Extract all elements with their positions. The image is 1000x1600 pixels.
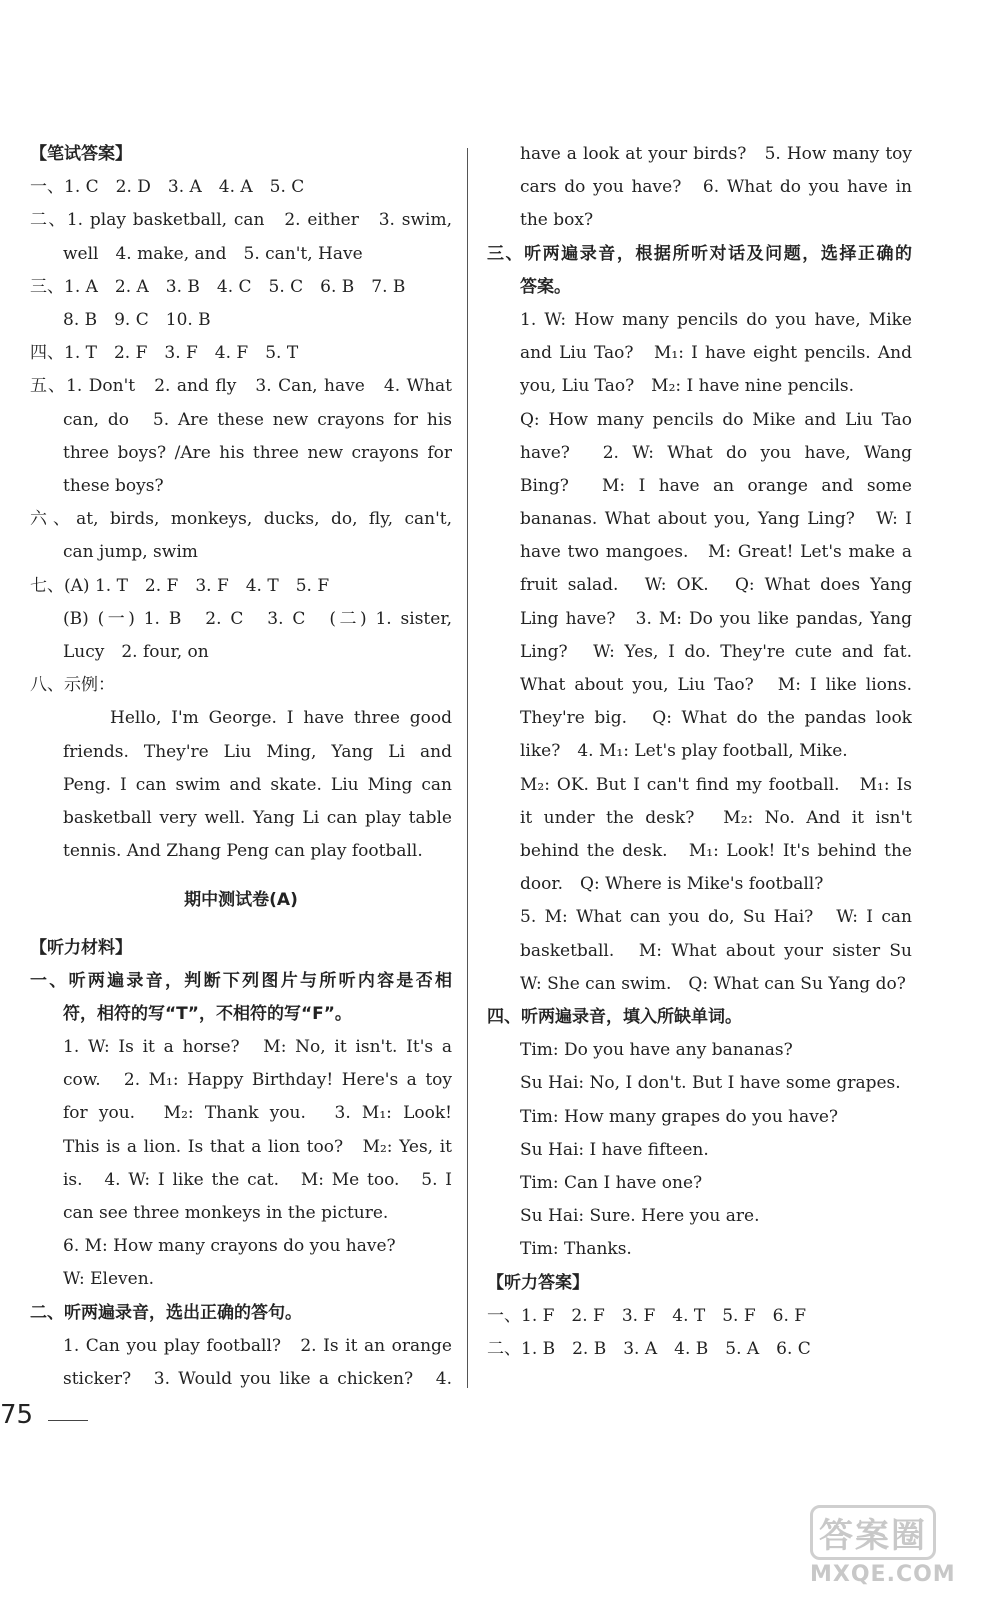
right-line: you, Liu Tao? M₂: I have nine pencils.	[520, 376, 855, 397]
left-line: 一、听两遍录音，判断下列图片与所听内容是否相	[30, 970, 452, 991]
left-line: Peng. I can swim and skate. Liu Ming can	[63, 774, 452, 795]
left-line: well 4. make, and 5. can't, Have	[63, 243, 363, 264]
right-line: 【听力答案】	[487, 1272, 589, 1293]
right-line: Su Hai: No, I don't. But I have some grapes.	[520, 1073, 901, 1094]
right-line: Tim: Do you have any bananas?	[520, 1040, 793, 1061]
right-line: Tim: Thanks.	[520, 1239, 632, 1260]
right-line: fruit salad. W: OK. Q: What does Yang	[520, 575, 912, 596]
left-line: 1. Can you play football? 2. Is it an orange	[63, 1335, 452, 1356]
left-line: Lucy 2. four, on	[63, 641, 209, 662]
left-line: cow. 2. M₁: Happy Birthday! Here's a toy	[63, 1070, 452, 1091]
right-line: Tim: Can I have one?	[520, 1172, 703, 1193]
right-line: like? 4. M₁: Let's play football, Mike.	[520, 741, 848, 762]
left-line: is. 4. W: I like the cat. M: Me too. 5. I	[63, 1169, 452, 1190]
left-line: tennis. And Zhang Peng can play football.	[63, 841, 423, 862]
left-line: friends. They're Liu Ming, Yang Li and	[63, 741, 452, 762]
left-line: 符，相符的写“T”，不相符的写“F”。	[63, 1003, 352, 1024]
watermark	[810, 1505, 980, 1587]
right-line: 四、听两遍录音，填入所缺单词。	[487, 1006, 742, 1027]
left-line: 二、1. play basketball, can 2. either 3. swim,	[30, 210, 452, 231]
column-divider	[467, 148, 468, 1388]
right-line: have two mangoes. M: Great! Let's make a	[520, 542, 912, 563]
left-line: 五、1. Don't 2. and fly 3. Can, have 4. What	[30, 376, 452, 397]
right-line: 5. M: What can you do, Su Hai? W: I can	[520, 907, 912, 928]
left-line: 七、(A) 1. T 2. F 3. F 4. T 5. F	[30, 575, 330, 596]
right-line: 1. W: How many pencils do you have, Mike	[520, 309, 912, 330]
page-number: 75	[0, 1400, 34, 1430]
right-line: Su Hai: I have fifteen.	[520, 1139, 709, 1160]
left-line: three boys? /Are his three new crayons for	[63, 442, 452, 463]
right-line: 二、1. B 2. B 3. A 4. B 5. A 6. C	[487, 1339, 811, 1359]
right-line: the box?	[520, 210, 594, 231]
left-line: 8. B 9. C 10. B	[63, 310, 211, 330]
watermark-logo: 答案圈	[810, 1505, 936, 1560]
left-line: 二、听两遍录音，选出正确的答句。	[30, 1302, 302, 1323]
right-line: Tim: How many grapes do you have?	[520, 1106, 839, 1127]
right-line: Ling? W: Yes, I do. They're cute and fat.	[520, 641, 912, 662]
left-line: (B) (一) 1. B 2. C 3. C (二) 1. sister,	[63, 608, 452, 629]
left-line: sticker? 3. Would you like a chicken? 4.	[63, 1369, 452, 1390]
right-line: have? 2. W: What do you have, Wang	[520, 442, 912, 463]
right-line: M₂: OK. But I can't find my football. M₁: Is	[520, 774, 912, 795]
page-number-rule	[48, 1420, 88, 1421]
right-line: cars do you have? 6. What do you have in	[520, 177, 912, 198]
right-line: basketball. M: What about your sister Su	[520, 940, 912, 961]
left-line: can, do 5. Are these new crayons for his	[63, 409, 452, 430]
left-line: 1. W: Is it a horse? M: No, it isn't. It's a	[63, 1037, 452, 1058]
left-line: W: Eleven.	[63, 1269, 155, 1290]
right-line: behind the desk. M₁: Look! It's behind the	[520, 841, 912, 861]
left-line: This is a lion. Is that a lion too? M₂: Yes, it	[63, 1136, 452, 1157]
right-line: W: She can swim. Q: What can Su Yang do?	[520, 973, 906, 994]
right-line: Q: How many pencils do Mike and Liu Tao	[520, 409, 912, 430]
right-line: They're big. Q: What do the pandas look	[520, 708, 912, 729]
right-line: have a look at your birds? 5. How many toy	[520, 144, 912, 164]
right-line: Bing? M: I have an orange and some	[520, 475, 912, 496]
right-line: Ling have? 3. M: Do you like pandas, Yang	[520, 608, 912, 629]
right-line: it under the desk? M₂: No. And it isn't	[520, 807, 912, 828]
right-line: Su Hai: Sure. Here you are.	[520, 1206, 760, 1227]
left-line: can see three monkeys in the picture.	[63, 1203, 389, 1224]
left-line: Hello, I'm George. I have three good	[110, 708, 452, 729]
left-line: 6. M: How many crayons do you have?	[63, 1236, 396, 1257]
left-line: basketball very well. Yang Li can play table	[63, 807, 452, 828]
left-line: 期中测试卷(A)	[184, 890, 298, 911]
left-line: 四、1. T 2. F 3. F 4. F 5. T	[30, 343, 299, 364]
left-line: for you. M₂: Thank you. 3. M₁: Look!	[63, 1103, 452, 1124]
left-line: these boys?	[63, 475, 164, 496]
left-line: 八、示例：	[30, 675, 115, 696]
right-line: and Liu Tao? M₁: I have eight pencils. And	[520, 343, 912, 364]
left-column	[30, 138, 452, 1396]
left-line: 【听力材料】	[30, 937, 132, 958]
left-line: 三、1. A 2. A 3. B 4. C 5. C 6. B 7. B	[30, 276, 406, 297]
left-line: 六、at, birds, monkeys, ducks, do, fly, can't,	[30, 509, 452, 530]
right-line: 三、听两遍录音，根据所听对话及问题，选择正确的	[487, 243, 912, 264]
left-line: 一、1. C 2. D 3. A 4. A 5. C	[30, 177, 305, 198]
watermark-site: MXQE.COM	[810, 1562, 956, 1587]
left-line: 【笔试答案】	[30, 144, 132, 164]
right-line: bananas. What about you, Yang Ling? W: I	[520, 509, 912, 530]
right-line: What about you, Liu Tao? M: I like lions.	[520, 675, 912, 696]
right-line: 一、1. F 2. F 3. F 4. T 5. F 6. F	[487, 1305, 807, 1326]
left-line: can jump, swim	[63, 542, 198, 563]
right-column	[487, 138, 912, 1366]
right-line: 答案。	[520, 276, 571, 297]
right-line: door. Q: Where is Mike's football?	[520, 874, 824, 895]
